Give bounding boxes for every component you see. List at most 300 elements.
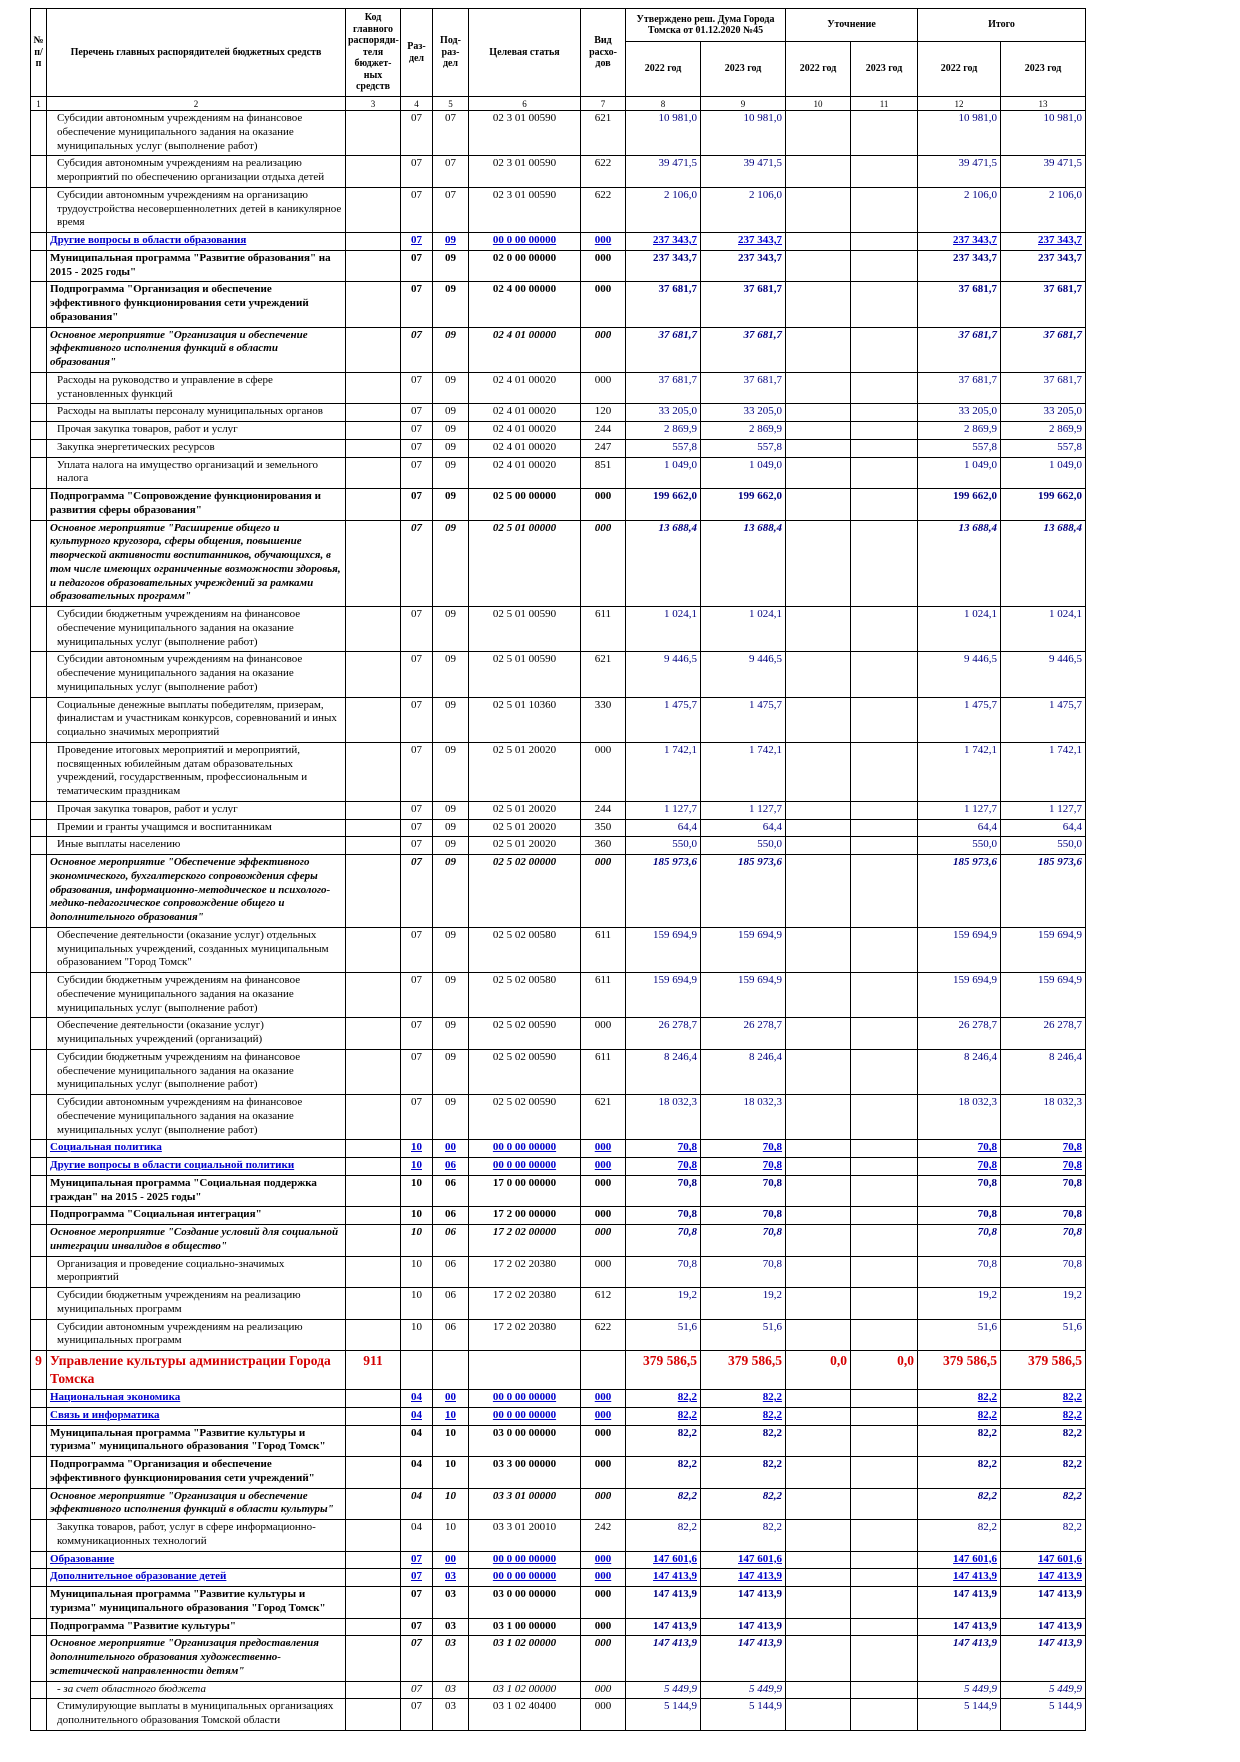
grbs-code-cell bbox=[346, 801, 401, 819]
total-2023-cell: 147 601,6 bbox=[1001, 1551, 1086, 1569]
column-number-cell: 6 bbox=[469, 97, 581, 111]
podrazdel-cell: 09 bbox=[433, 697, 469, 742]
table-row bbox=[31, 422, 1086, 440]
clarification-2022-cell bbox=[786, 927, 851, 972]
row-number-cell bbox=[31, 973, 47, 1018]
total-2023-cell: 82,2 bbox=[1001, 1457, 1086, 1489]
expense-type-cell: 000 bbox=[581, 520, 626, 607]
row-title-cell: Закупка энергетических ресурсов bbox=[47, 439, 346, 457]
clarification-2023-cell bbox=[851, 1618, 918, 1636]
expense-type-cell: 000 bbox=[581, 250, 626, 282]
total-2022-cell: 82,2 bbox=[918, 1457, 1001, 1489]
approved-2023-cell: 1 049,0 bbox=[701, 457, 786, 489]
total-2022-cell: 237 343,7 bbox=[918, 233, 1001, 251]
clarification-2022-cell bbox=[786, 111, 851, 156]
table-row bbox=[31, 1520, 1086, 1552]
table-row bbox=[31, 1569, 1086, 1587]
total-2023-cell: 159 694,9 bbox=[1001, 973, 1086, 1018]
target-article-cell: 02 4 01 00020 bbox=[469, 439, 581, 457]
approved-2022-cell: 1 127,7 bbox=[626, 801, 701, 819]
razdel-cell: 07 bbox=[401, 111, 433, 156]
row-number-cell bbox=[31, 422, 47, 440]
grbs-code-cell bbox=[346, 1158, 401, 1176]
total-2023-cell: 51,6 bbox=[1001, 1319, 1086, 1351]
row-number-cell bbox=[31, 837, 47, 855]
grbs-code-cell bbox=[346, 1288, 401, 1320]
total-2022-cell: 70,8 bbox=[918, 1158, 1001, 1176]
podrazdel-cell: 09 bbox=[433, 1095, 469, 1140]
razdel-cell: 10 bbox=[401, 1175, 433, 1207]
clarification-2022-cell bbox=[786, 156, 851, 188]
total-2022-cell: 82,2 bbox=[918, 1520, 1001, 1552]
row-number-cell bbox=[31, 1425, 47, 1457]
clarification-2022-cell bbox=[786, 1288, 851, 1320]
target-article-cell: 17 2 02 00000 bbox=[469, 1225, 581, 1257]
total-2022-cell: 82,2 bbox=[918, 1488, 1001, 1520]
target-article-cell: 02 5 02 00000 bbox=[469, 855, 581, 928]
approved-2023-cell: 82,2 bbox=[701, 1425, 786, 1457]
total-2022-cell: 379 586,5 bbox=[918, 1351, 1001, 1390]
podrazdel-cell: 03 bbox=[433, 1699, 469, 1731]
target-article-cell: 02 5 01 20020 bbox=[469, 801, 581, 819]
total-2023-cell: 10 981,0 bbox=[1001, 111, 1086, 156]
column-number-cell: 2 bbox=[47, 97, 346, 111]
target-article-cell: 17 2 02 20380 bbox=[469, 1256, 581, 1288]
table-row bbox=[31, 1319, 1086, 1351]
podrazdel-cell: 06 bbox=[433, 1225, 469, 1257]
grbs-code-cell bbox=[346, 1569, 401, 1587]
table-row bbox=[31, 1207, 1086, 1225]
column-number-cell: 7 bbox=[581, 97, 626, 111]
podrazdel-cell: 09 bbox=[433, 439, 469, 457]
target-article-cell: 03 3 01 00000 bbox=[469, 1488, 581, 1520]
table-row bbox=[31, 973, 1086, 1018]
grbs-code-cell bbox=[346, 156, 401, 188]
razdel-cell: 04 bbox=[401, 1488, 433, 1520]
grbs-code-cell bbox=[346, 855, 401, 928]
total-2022-cell: 70,8 bbox=[918, 1225, 1001, 1257]
clarification-2023-cell bbox=[851, 1018, 918, 1050]
clarification-2023-cell bbox=[851, 1425, 918, 1457]
table-row bbox=[31, 439, 1086, 457]
approved-2023-cell: 147 413,9 bbox=[701, 1618, 786, 1636]
approved-2022-cell: 39 471,5 bbox=[626, 156, 701, 188]
row-title-cell: Расходы на руководство и управление в сфере установленных функций bbox=[47, 372, 346, 404]
total-2023-cell: 70,8 bbox=[1001, 1207, 1086, 1225]
target-article-cell: 00 0 00 00000 bbox=[469, 1140, 581, 1158]
year-header-total-2023: 2023 год bbox=[1001, 42, 1086, 97]
razdel-cell: 07 bbox=[401, 652, 433, 697]
total-2022-cell: 82,2 bbox=[918, 1425, 1001, 1457]
grbs-code-cell bbox=[346, 520, 401, 607]
table-row bbox=[31, 607, 1086, 652]
clarification-2023-cell bbox=[851, 801, 918, 819]
razdel-cell: 04 bbox=[401, 1520, 433, 1552]
razdel-cell: 07 bbox=[401, 819, 433, 837]
target-article-cell: 02 5 01 20020 bbox=[469, 837, 581, 855]
total-2023-cell: 2 869,9 bbox=[1001, 422, 1086, 440]
total-2023-cell: 237 343,7 bbox=[1001, 233, 1086, 251]
group-header-clarification: Уточнение bbox=[786, 9, 918, 42]
grbs-code-cell bbox=[346, 1587, 401, 1619]
razdel-cell: 10 bbox=[401, 1158, 433, 1176]
approved-2022-cell: 82,2 bbox=[626, 1407, 701, 1425]
clarification-2023-cell bbox=[851, 1699, 918, 1731]
clarification-2023-cell bbox=[851, 927, 918, 972]
clarification-2022-cell bbox=[786, 233, 851, 251]
table-row bbox=[31, 327, 1086, 372]
column-number-cell: 9 bbox=[701, 97, 786, 111]
razdel-cell bbox=[401, 1351, 433, 1390]
column-numbers-row bbox=[31, 97, 1086, 111]
total-2023-cell: 70,8 bbox=[1001, 1256, 1086, 1288]
table-row bbox=[31, 1699, 1086, 1731]
row-title-cell: Социальная политика bbox=[47, 1140, 346, 1158]
expense-type-cell: 000 bbox=[581, 1256, 626, 1288]
year-header-total-2022: 2022 год bbox=[918, 42, 1001, 97]
total-2023-cell: 159 694,9 bbox=[1001, 927, 1086, 972]
approved-2022-cell: 26 278,7 bbox=[626, 1018, 701, 1050]
clarification-2022-cell bbox=[786, 520, 851, 607]
expense-type-cell: 000 bbox=[581, 489, 626, 521]
total-2023-cell: 70,8 bbox=[1001, 1175, 1086, 1207]
grbs-code-cell bbox=[346, 1140, 401, 1158]
approved-2023-cell: 159 694,9 bbox=[701, 927, 786, 972]
grbs-code-cell bbox=[346, 1425, 401, 1457]
total-2022-cell: 147 413,9 bbox=[918, 1618, 1001, 1636]
clarification-2023-cell bbox=[851, 1569, 918, 1587]
approved-2022-cell: 70,8 bbox=[626, 1256, 701, 1288]
row-number-cell bbox=[31, 111, 47, 156]
expense-type-cell: 244 bbox=[581, 422, 626, 440]
approved-2023-cell: 5 449,9 bbox=[701, 1681, 786, 1699]
grbs-code-cell bbox=[346, 1551, 401, 1569]
row-number-cell bbox=[31, 1681, 47, 1699]
grbs-code-cell bbox=[346, 837, 401, 855]
clarification-2022-cell bbox=[786, 1457, 851, 1489]
grbs-code-cell bbox=[346, 439, 401, 457]
razdel-cell: 10 bbox=[401, 1207, 433, 1225]
table-row bbox=[31, 1636, 1086, 1681]
expense-type-cell: 000 bbox=[581, 1018, 626, 1050]
razdel-cell: 07 bbox=[401, 1095, 433, 1140]
podrazdel-cell: 00 bbox=[433, 1140, 469, 1158]
row-title-cell: Подпрограмма "Развитие культуры" bbox=[47, 1618, 346, 1636]
clarification-2022-cell bbox=[786, 1569, 851, 1587]
total-2022-cell: 147 413,9 bbox=[918, 1636, 1001, 1681]
row-title-cell: Подпрограмма "Организация и обеспечение эффективного функционирования сети учреждений" bbox=[47, 1457, 346, 1489]
clarification-2023-cell bbox=[851, 1319, 918, 1351]
grbs-code-cell bbox=[346, 1049, 401, 1094]
clarification-2023-cell bbox=[851, 489, 918, 521]
row-number-cell bbox=[31, 1319, 47, 1351]
expense-type-cell: 244 bbox=[581, 801, 626, 819]
clarification-2023-cell bbox=[851, 1587, 918, 1619]
row-number-cell bbox=[31, 156, 47, 188]
row-title-cell: Связь и информатика bbox=[47, 1407, 346, 1425]
podrazdel-cell: 09 bbox=[433, 520, 469, 607]
total-2022-cell: 557,8 bbox=[918, 439, 1001, 457]
target-article-cell: 02 4 01 00020 bbox=[469, 372, 581, 404]
row-title-cell: Субсидии бюджетным учреждениям на реализацию муниципальных программ bbox=[47, 1288, 346, 1320]
approved-2023-cell: 70,8 bbox=[701, 1207, 786, 1225]
clarification-2023-cell bbox=[851, 1681, 918, 1699]
target-article-cell bbox=[469, 1351, 581, 1390]
approved-2023-cell: 37 681,7 bbox=[701, 327, 786, 372]
clarification-2022-cell bbox=[786, 1551, 851, 1569]
approved-2022-cell: 37 681,7 bbox=[626, 327, 701, 372]
table-row bbox=[31, 1488, 1086, 1520]
clarification-2023-cell bbox=[851, 1175, 918, 1207]
clarification-2023-cell bbox=[851, 855, 918, 928]
approved-2023-cell: 199 662,0 bbox=[701, 489, 786, 521]
table-row bbox=[31, 1587, 1086, 1619]
clarification-2022-cell bbox=[786, 607, 851, 652]
target-article-cell: 03 1 02 40400 bbox=[469, 1699, 581, 1731]
clarification-2023-cell bbox=[851, 607, 918, 652]
target-article-cell: 02 4 01 00020 bbox=[469, 457, 581, 489]
clarification-2022-cell bbox=[786, 1140, 851, 1158]
clarification-2022-cell bbox=[786, 973, 851, 1018]
target-article-cell: 03 1 02 00000 bbox=[469, 1636, 581, 1681]
row-number-cell bbox=[31, 819, 47, 837]
total-2022-cell: 37 681,7 bbox=[918, 282, 1001, 327]
clarification-2023-cell bbox=[851, 1158, 918, 1176]
total-2022-cell: 18 032,3 bbox=[918, 1095, 1001, 1140]
grbs-code-cell bbox=[346, 282, 401, 327]
total-2023-cell: 147 413,9 bbox=[1001, 1569, 1086, 1587]
expense-type-cell: 000 bbox=[581, 1551, 626, 1569]
expense-type-cell: 120 bbox=[581, 404, 626, 422]
clarification-2022-cell bbox=[786, 1018, 851, 1050]
row-title-cell: Другие вопросы в области социальной политики bbox=[47, 1158, 346, 1176]
target-article-cell: 02 5 01 20020 bbox=[469, 742, 581, 801]
row-title-cell: Прочая закупка товаров, работ и услуг bbox=[47, 801, 346, 819]
podrazdel-cell: 00 bbox=[433, 1390, 469, 1408]
clarification-2023-cell bbox=[851, 652, 918, 697]
podrazdel-cell: 09 bbox=[433, 652, 469, 697]
total-2023-cell: 37 681,7 bbox=[1001, 372, 1086, 404]
clarification-2022-cell bbox=[786, 837, 851, 855]
approved-2022-cell: 199 662,0 bbox=[626, 489, 701, 521]
total-2022-cell: 147 413,9 bbox=[918, 1569, 1001, 1587]
total-2022-cell: 70,8 bbox=[918, 1256, 1001, 1288]
table-row bbox=[31, 1551, 1086, 1569]
table-row bbox=[31, 855, 1086, 928]
approved-2023-cell: 159 694,9 bbox=[701, 973, 786, 1018]
total-2022-cell: 33 205,0 bbox=[918, 404, 1001, 422]
expense-type-cell: 000 bbox=[581, 1569, 626, 1587]
total-2023-cell: 70,8 bbox=[1001, 1140, 1086, 1158]
row-number-cell bbox=[31, 282, 47, 327]
podrazdel-cell: 09 bbox=[433, 489, 469, 521]
column-number-cell: 5 bbox=[433, 97, 469, 111]
clarification-2023-cell bbox=[851, 327, 918, 372]
podrazdel-cell: 09 bbox=[433, 819, 469, 837]
approved-2022-cell: 82,2 bbox=[626, 1390, 701, 1408]
razdel-cell: 07 bbox=[401, 156, 433, 188]
row-number-cell bbox=[31, 1551, 47, 1569]
clarification-2023-cell bbox=[851, 1207, 918, 1225]
total-2023-cell: 39 471,5 bbox=[1001, 156, 1086, 188]
clarification-2023-cell: 0,0 bbox=[851, 1351, 918, 1390]
clarification-2022-cell bbox=[786, 1425, 851, 1457]
expense-type-cell: 000 bbox=[581, 1636, 626, 1681]
approved-2023-cell: 147 413,9 bbox=[701, 1636, 786, 1681]
clarification-2022-cell bbox=[786, 1618, 851, 1636]
approved-2022-cell: 70,8 bbox=[626, 1207, 701, 1225]
approved-2022-cell: 557,8 bbox=[626, 439, 701, 457]
podrazdel-cell: 09 bbox=[433, 801, 469, 819]
total-2023-cell: 199 662,0 bbox=[1001, 489, 1086, 521]
total-2023-cell: 379 586,5 bbox=[1001, 1351, 1086, 1390]
total-2023-cell: 557,8 bbox=[1001, 439, 1086, 457]
row-title-cell: Уплата налога на имущество организаций и земельного налога bbox=[47, 457, 346, 489]
approved-2022-cell: 147 413,9 bbox=[626, 1587, 701, 1619]
clarification-2023-cell bbox=[851, 250, 918, 282]
grbs-code-cell bbox=[346, 404, 401, 422]
approved-2022-cell: 147 413,9 bbox=[626, 1636, 701, 1681]
razdel-cell: 07 bbox=[401, 1681, 433, 1699]
expense-type-cell: 000 bbox=[581, 1699, 626, 1731]
podrazdel-cell: 03 bbox=[433, 1587, 469, 1619]
row-title-cell: Дополнительное образование детей bbox=[47, 1569, 346, 1587]
clarification-2022-cell bbox=[786, 819, 851, 837]
budget-document-page bbox=[0, 8, 1240, 1762]
row-title-cell: Иные выплаты населению bbox=[47, 837, 346, 855]
grbs-code-cell bbox=[346, 422, 401, 440]
clarification-2023-cell bbox=[851, 1256, 918, 1288]
total-2022-cell: 37 681,7 bbox=[918, 327, 1001, 372]
row-title-cell: Подпрограмма "Сопровождение функционирования и развития сферы образования" bbox=[47, 489, 346, 521]
clarification-2023-cell bbox=[851, 282, 918, 327]
expense-type-cell: 000 bbox=[581, 855, 626, 928]
row-title-cell: Основное мероприятие "Обеспечение эффективного экономического, бухгалтерского сопровождения сферы образования, информационно-методическое и психолого-медико-педагогическое сопровождение общего и дополнительного образования" bbox=[47, 855, 346, 928]
row-title-cell: Расходы на выплаты персоналу муниципальных органов bbox=[47, 404, 346, 422]
target-article-cell: 02 5 02 00580 bbox=[469, 973, 581, 1018]
expense-type-cell bbox=[581, 1351, 626, 1390]
clarification-2023-cell bbox=[851, 404, 918, 422]
podrazdel-cell: 09 bbox=[433, 404, 469, 422]
podrazdel-cell: 06 bbox=[433, 1207, 469, 1225]
clarification-2022-cell bbox=[786, 801, 851, 819]
approved-2023-cell: 147 413,9 bbox=[701, 1569, 786, 1587]
podrazdel-cell: 07 bbox=[433, 187, 469, 232]
expense-type-cell: 611 bbox=[581, 973, 626, 1018]
total-2022-cell: 1 049,0 bbox=[918, 457, 1001, 489]
total-2022-cell: 2 106,0 bbox=[918, 187, 1001, 232]
table-row bbox=[31, 652, 1086, 697]
row-number-cell bbox=[31, 1636, 47, 1681]
table-row bbox=[31, 1158, 1086, 1176]
row-number-cell bbox=[31, 233, 47, 251]
grbs-code-cell bbox=[346, 1319, 401, 1351]
row-title-cell: Субсидии бюджетным учреждениям на финансовое обеспечение муниципального задания на оказание муниципальных услуг (выполнение работ) bbox=[47, 1049, 346, 1094]
total-2023-cell: 18 032,3 bbox=[1001, 1095, 1086, 1140]
row-number-cell bbox=[31, 1018, 47, 1050]
row-title-cell: Подпрограмма "Организация и обеспечение эффективного функционирования сети учреждений образования" bbox=[47, 282, 346, 327]
grbs-code-cell bbox=[346, 1488, 401, 1520]
target-article-cell: 02 4 01 00000 bbox=[469, 327, 581, 372]
total-2023-cell: 2 106,0 bbox=[1001, 187, 1086, 232]
approved-2022-cell: 379 586,5 bbox=[626, 1351, 701, 1390]
table-row bbox=[31, 233, 1086, 251]
total-2022-cell: 26 278,7 bbox=[918, 1018, 1001, 1050]
row-number-cell bbox=[31, 742, 47, 801]
total-2023-cell: 82,2 bbox=[1001, 1425, 1086, 1457]
target-article-cell: 02 3 01 00590 bbox=[469, 156, 581, 188]
grbs-code-cell bbox=[346, 697, 401, 742]
clarification-2023-cell bbox=[851, 1520, 918, 1552]
approved-2022-cell: 1 742,1 bbox=[626, 742, 701, 801]
razdel-cell: 07 bbox=[401, 801, 433, 819]
col-header-row-number: № п/п bbox=[31, 9, 47, 97]
table-row bbox=[31, 156, 1086, 188]
row-number-cell bbox=[31, 187, 47, 232]
approved-2022-cell: 1 024,1 bbox=[626, 607, 701, 652]
clarification-2023-cell bbox=[851, 697, 918, 742]
row-title-cell: Премии и гранты учащимся и воспитанникам bbox=[47, 819, 346, 837]
row-title-cell: Управление культуры администрации Города Томска bbox=[47, 1351, 346, 1390]
total-2022-cell: 185 973,6 bbox=[918, 855, 1001, 928]
row-number-cell bbox=[31, 855, 47, 928]
approved-2023-cell: 19,2 bbox=[701, 1288, 786, 1320]
target-article-cell: 00 0 00 00000 bbox=[469, 1390, 581, 1408]
approved-2022-cell: 237 343,7 bbox=[626, 250, 701, 282]
expense-type-cell: 242 bbox=[581, 1520, 626, 1552]
clarification-2022-cell bbox=[786, 439, 851, 457]
grbs-code-cell bbox=[346, 187, 401, 232]
clarification-2022-cell bbox=[786, 1319, 851, 1351]
table-row bbox=[31, 111, 1086, 156]
approved-2023-cell: 82,2 bbox=[701, 1457, 786, 1489]
grbs-code-cell bbox=[346, 1390, 401, 1408]
total-2022-cell: 70,8 bbox=[918, 1207, 1001, 1225]
clarification-2022-cell bbox=[786, 855, 851, 928]
row-title-cell: Основное мероприятие "Организация и обеспечение эффективного исполнения функций в области образования" bbox=[47, 327, 346, 372]
column-number-cell: 8 bbox=[626, 97, 701, 111]
total-2022-cell: 82,2 bbox=[918, 1407, 1001, 1425]
expense-type-cell: 000 bbox=[581, 282, 626, 327]
approved-2022-cell: 1 049,0 bbox=[626, 457, 701, 489]
target-article-cell: 02 4 01 00020 bbox=[469, 404, 581, 422]
total-2023-cell: 82,2 bbox=[1001, 1407, 1086, 1425]
approved-2022-cell: 82,2 bbox=[626, 1520, 701, 1552]
razdel-cell: 07 bbox=[401, 250, 433, 282]
table-row bbox=[31, 1390, 1086, 1408]
clarification-2023-cell bbox=[851, 520, 918, 607]
row-title-cell: Образование bbox=[47, 1551, 346, 1569]
column-number-cell: 10 bbox=[786, 97, 851, 111]
table-row bbox=[31, 1681, 1086, 1699]
table-row bbox=[31, 282, 1086, 327]
target-article-cell: 02 5 01 00590 bbox=[469, 652, 581, 697]
razdel-cell: 10 bbox=[401, 1225, 433, 1257]
column-number-cell: 1 bbox=[31, 97, 47, 111]
approved-2023-cell: 13 688,4 bbox=[701, 520, 786, 607]
clarification-2022-cell bbox=[786, 1390, 851, 1408]
expense-type-cell: 611 bbox=[581, 607, 626, 652]
column-number-cell: 11 bbox=[851, 97, 918, 111]
approved-2023-cell: 70,8 bbox=[701, 1175, 786, 1207]
clarification-2022-cell bbox=[786, 422, 851, 440]
total-2023-cell: 147 413,9 bbox=[1001, 1636, 1086, 1681]
row-title-cell: Муниципальная программа "Социальная поддержка граждан" на 2015 - 2025 годы" bbox=[47, 1175, 346, 1207]
grbs-code-cell bbox=[346, 1457, 401, 1489]
table-row bbox=[31, 801, 1086, 819]
row-number-cell bbox=[31, 607, 47, 652]
table-row bbox=[31, 372, 1086, 404]
